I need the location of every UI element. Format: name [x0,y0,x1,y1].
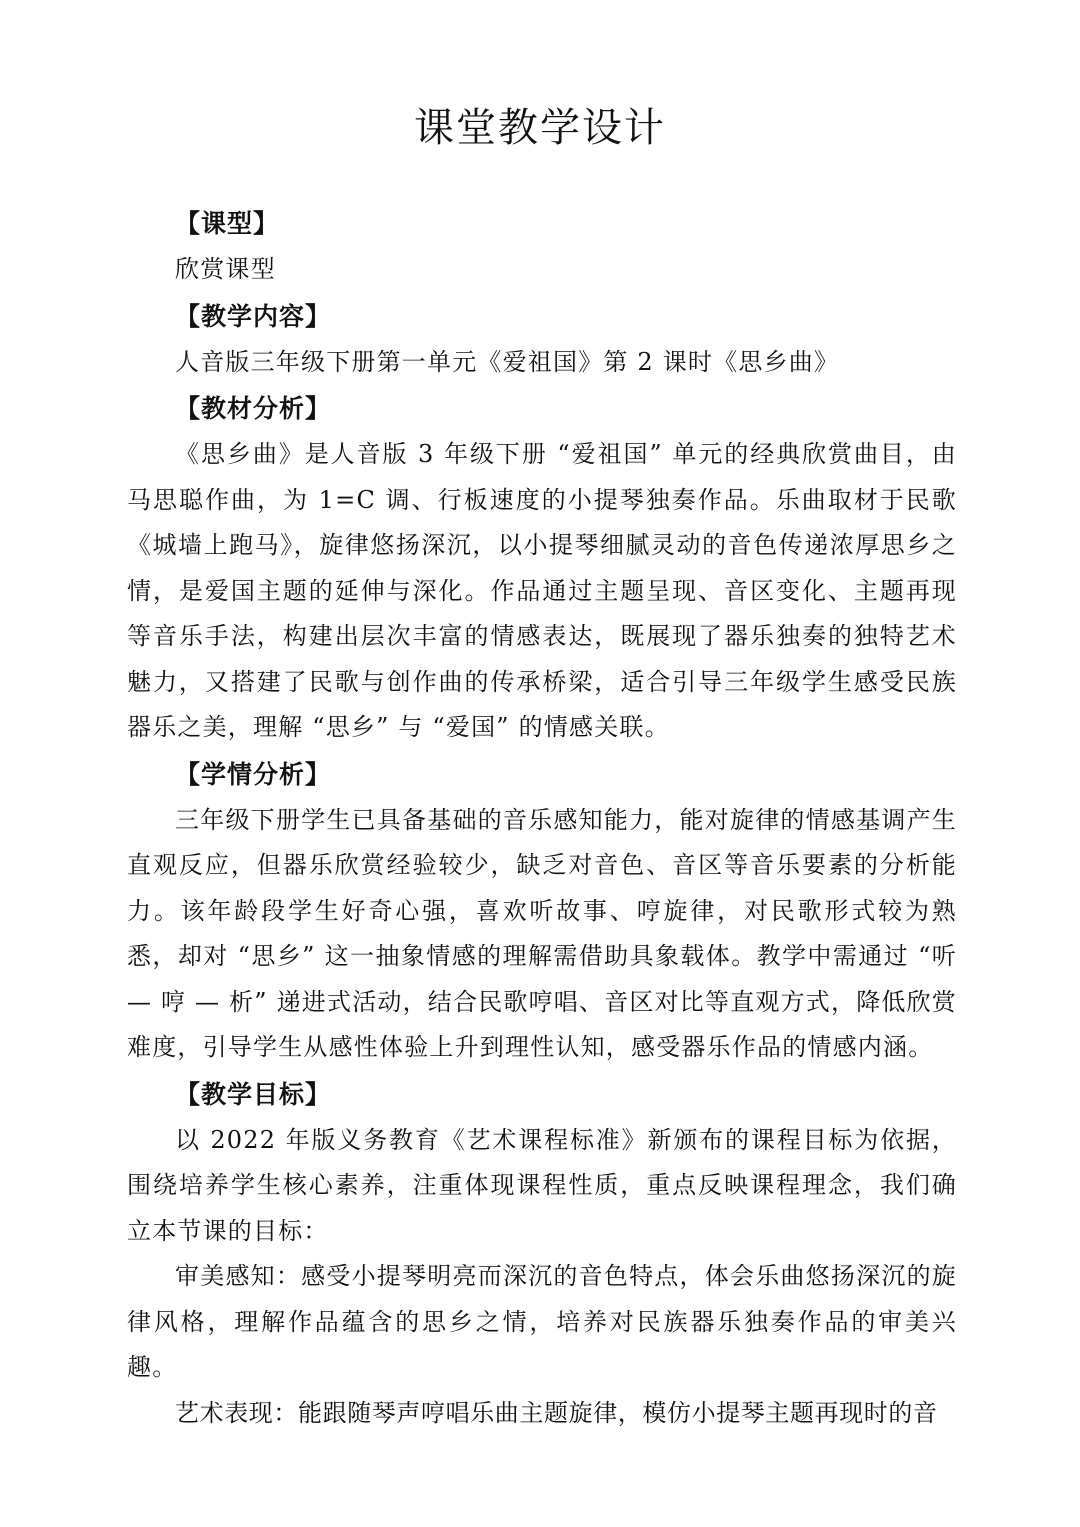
document-body [127,200,957,1436]
section-paragraph: 欣赏课型 [175,255,276,283]
section-heading: 【教学内容】 [175,301,332,331]
section-lesson-type [127,200,957,293]
section-heading: 【学情分析】 [175,759,332,789]
section-student-analysis [127,751,957,1071]
section-paragraph: 审美感知：感受小提琴明亮而深沉的音色特点，体会乐曲悠扬深沉的旋律风格，理解作品蕴含的思乡之情，培养对民族器乐独奏作品的审美兴趣。 [127,1262,957,1381]
section-heading: 【课型】 [175,209,280,238]
section-heading: 【教学目标】 [175,1079,332,1109]
document-title: 课堂教学设计 [414,105,666,151]
section-material-analysis [127,385,957,751]
section-heading: 【教材分析】 [175,394,332,423]
section-paragraph: 三年级下册学生已具备基础的音乐感知能力，能对旋律的情感基调产生直观反应，但器乐欣赏经验较少，缺乏对音色、音区等音乐要素的分析能力。该年龄段学生好奇心强，喜欢听故事、哼旋律，对民歌形式较为熟悉，却对 “思乡” 这一抽象情感的理解需借助具象载体。教学中需通过 “听 — 哼 — 析” 递进式活动，结合民歌哼唱、音区对比等直观方式，降低欣赏难度，引导学生从感性体验上升到理性认知，感受器乐作品的情感内涵。 [127,805,957,1061]
section-paragraph: 人音版三年级下册第一单元《爱祖国》第 2 课时《思乡曲》 [175,347,840,376]
section-paragraph: 以 2022 年版义务教育《艺术课程标准》新颁布的课程目标为依据，围绕培养学生核心素养，注重体现课程性质，重点反映课程理念，我们确立本节课的目标： [127,1125,957,1245]
section-teaching-objectives [127,1071,957,1437]
section-teaching-content [127,293,957,386]
section-paragraph: 艺术表现：能跟随琴声哼唱乐曲主题旋律，模仿小提琴主题再现时的音 [175,1398,938,1427]
section-paragraph: 《思乡曲》是人音版 3 年级下册 “爱祖国” 单元的经典欣赏曲目，由马思聪作曲，为 1=C 调、行板速度的小提琴独奏作品。乐曲取材于民歌《城墙上跑马》，旋律悠扬深沉，以小提琴细腻灵动的音色传递浓厚思乡之情，是爱国主题的延伸与深化。作品通过主题呈现、音区变化、主题再现等音乐手法，构建出层次丰富的情感表达，既展现了器乐独奏的独特艺术魅力，又搭建了民歌与创作曲的传承桥梁，适合引导三年级学生感受民族器乐之美，理解 “思乡” 与 “爱国” 的情感关联。 [127,440,957,741]
